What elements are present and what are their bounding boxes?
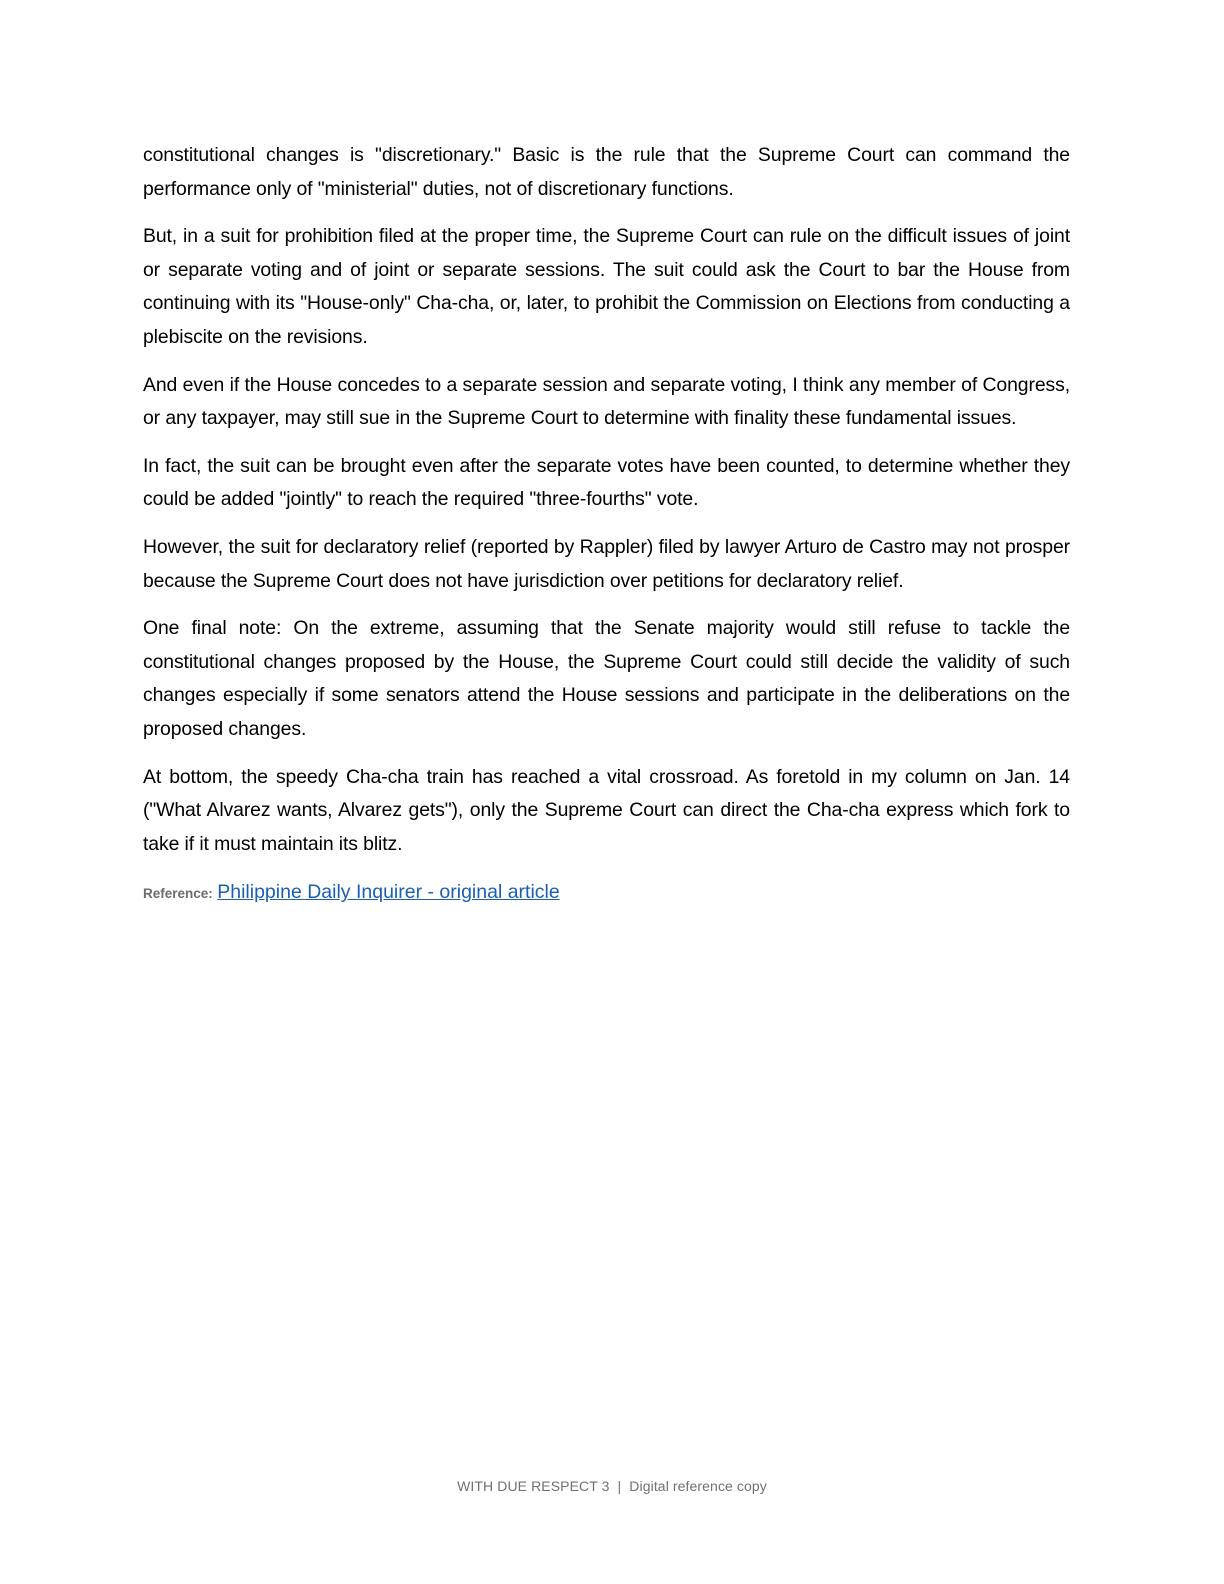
- footer-note: Digital reference copy: [629, 1478, 767, 1494]
- page-footer: [0, 1478, 1224, 1494]
- paragraph: However, the suit for declaratory relief (reported by Rappler) filed by lawyer Arturo de Castro may not prosper because the Supreme Court does not have jurisdiction over petitions for declaratory relief.: [143, 535, 1070, 592]
- paragraph: In fact, the suit can be brought even after the separate votes have been counted, to determine whether they could be added "jointly" to reach the required "three-fourths" vote.: [143, 454, 1070, 511]
- reference-label: Reference:: [143, 886, 213, 902]
- footer-separator: |: [617, 1478, 622, 1494]
- paragraph: One final note: On the extreme, assuming that the Senate majority would still refuse to tackle the constitutional changes proposed by the House, the Supreme Court could still decide the validity of such changes especially if some senators attend the House sessions and participate in the deliberations on the proposed changes.: [143, 617, 1070, 740]
- paragraph: At bottom, the speedy Cha-cha train has reached a vital crossroad. As foretold in my column on Jan. 14 ("What Alvarez wants, Alvarez gets"), only the Supreme Court can direct the Cha-cha express which fork to take if it must maintain its blitz.: [143, 765, 1070, 855]
- paragraph: And even if the House concedes to a separate session and separate voting, I think any member of Congress, or any taxpayer, may still sue in the Supreme Court to determine with finality these fundamental issues.: [143, 373, 1070, 430]
- paragraph: constitutional changes is "discretionary." Basic is the rule that the Supreme Court can command the performance only of "ministerial" duties, not of discretionary functions.: [143, 144, 1070, 200]
- document-body: [143, 139, 1070, 907]
- footer-title: WITH DUE RESPECT 3: [457, 1478, 610, 1494]
- reference-link[interactable]: Philippine Daily Inquirer - original article: [217, 881, 560, 904]
- reference-line: [143, 879, 1070, 907]
- paragraph: But, in a suit for prohibition filed at the proper time, the Supreme Court can rule on the difficult issues of joint or separate voting and of joint or separate sessions. The suit could ask the Court to bar the House from continuing with its "House-only" Cha-cha, or, later, to prohibit the Commission on Elections from conducting a plebiscite on the revisions.: [143, 225, 1070, 348]
